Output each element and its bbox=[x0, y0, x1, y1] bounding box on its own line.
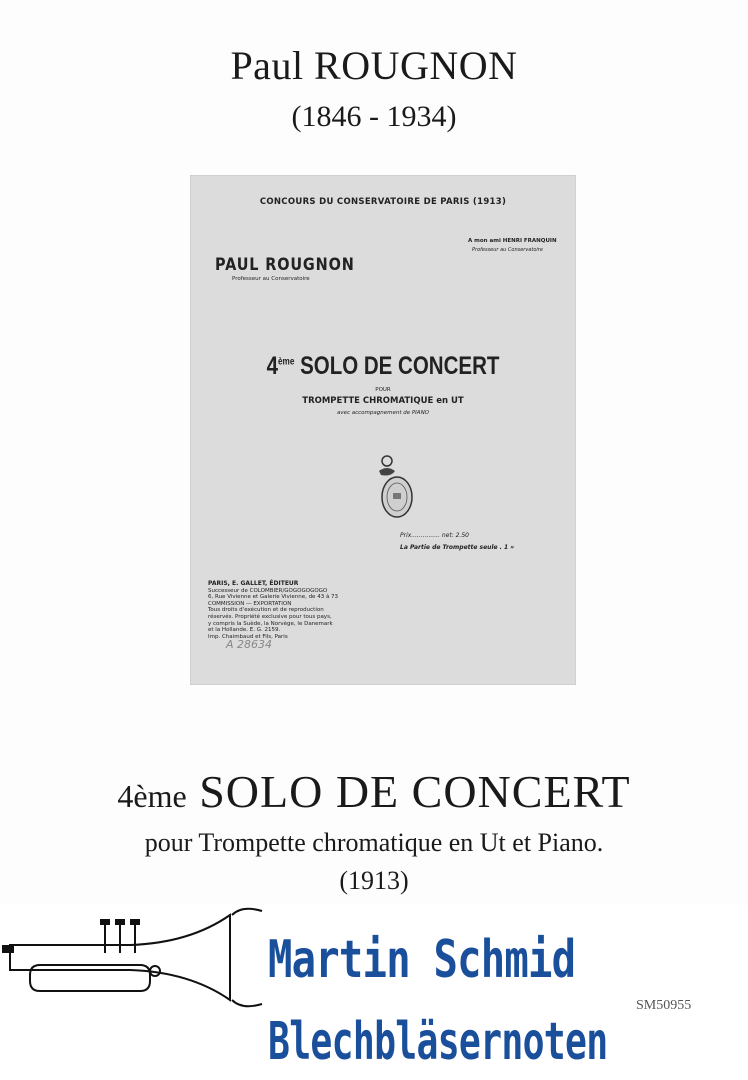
brand-line-2: Blechbläsernoten bbox=[268, 1012, 608, 1072]
main-title-text: SOLO DE CONCERT bbox=[199, 766, 631, 817]
main-title bbox=[0, 765, 748, 818]
facsimile-composer: PAUL ROUGNON bbox=[215, 255, 355, 275]
facsimile-pencil-mark: A 28634 bbox=[226, 638, 273, 651]
main-subtitle: pour Trompette chromatique en Ut et Piano. bbox=[144, 828, 604, 857]
facsimile-publisher bbox=[208, 581, 358, 640]
publisher-line: Tous droits d'exécution et de reproduction bbox=[208, 607, 324, 614]
publisher-line: et la Hollande. E. G. 2159. bbox=[208, 627, 281, 634]
facsimile-price: Prix............... net: 2.50 bbox=[400, 532, 469, 539]
facsimile-accompaniment: avec accompagnement de PIANO bbox=[336, 410, 430, 416]
publisher-line: 6, Rue Vivienne et Galerie Vivienne, de 43 à 73 bbox=[208, 594, 339, 601]
main-year: (1913) bbox=[339, 866, 409, 895]
composer-name: Paul ROUGNON bbox=[230, 43, 518, 88]
publisher-line: Imp. Chaimbaud et Fils, Paris bbox=[208, 633, 288, 640]
facsimile-pour: POUR bbox=[375, 387, 391, 393]
brand-line-1: Martin Schmid bbox=[268, 930, 576, 990]
facsimile-part-price: La Partie de Trompette seule . 1 » bbox=[400, 544, 515, 551]
facsimile-instrument: TROMPETTE CHROMATIQUE en UT bbox=[302, 396, 464, 406]
facsimile-title bbox=[225, 352, 542, 381]
main-title-prefix: 4ème bbox=[117, 778, 187, 814]
facsimile-title-sup: ème bbox=[277, 356, 295, 368]
composer-dates: (1846 - 1934) bbox=[291, 100, 457, 133]
publisher-line: COMMISSION — EXPORTATION bbox=[208, 600, 292, 607]
cover-facsimile bbox=[190, 175, 576, 685]
facsimile-title-number: 4 bbox=[266, 352, 278, 380]
facsimile-concours: CONCOURS DU CONSERVATOIRE DE PARIS (1913) bbox=[259, 197, 507, 207]
publisher-name: PARIS, E. GALLET, ÉDITEUR bbox=[208, 580, 299, 587]
facsimile-dedication-role: Professeur au Conservatoire bbox=[472, 247, 543, 253]
trumpet-icon bbox=[0, 905, 270, 1025]
facsimile-composer-role: Professeur au Conservatoire bbox=[232, 276, 310, 282]
publisher-line: y compris la Suède, la Norvège, le Danemark bbox=[208, 620, 333, 627]
publisher-line: réservés. Propriété exclusive pour tous pays, bbox=[208, 613, 332, 620]
facsimile-title-rest: SOLO DE CONCERT bbox=[294, 352, 500, 380]
library-stamp-icon bbox=[373, 453, 415, 523]
publisher-line: Successeur de COLOMBIER/GOGOGOGOGO bbox=[208, 587, 328, 594]
catalog-number: SM50955 bbox=[636, 998, 692, 1013]
facsimile-dedication: A mon ami HENRI FRANQUIN bbox=[468, 238, 557, 244]
